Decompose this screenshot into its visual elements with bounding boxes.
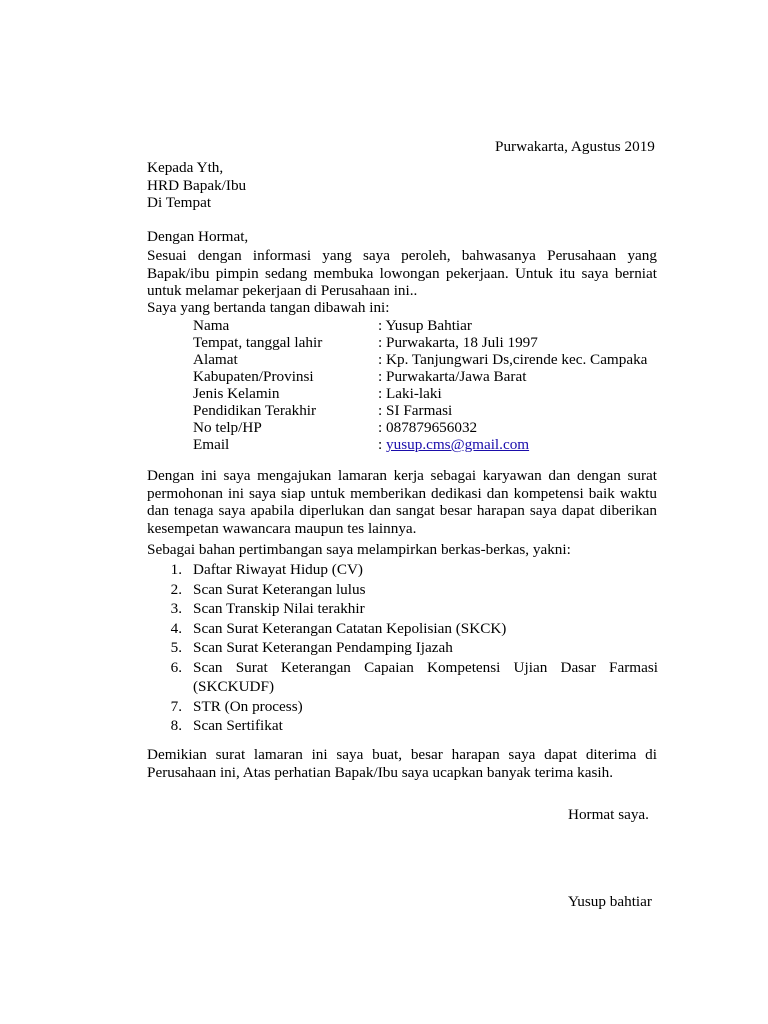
place-date: Purwakarta, Agustus 2019 [495,138,655,155]
recipient-line-2: HRD Bapak/Ibu [147,176,247,194]
info-value: : Kp. Tanjungwari Ds,cirende kec. Campaka [378,351,648,368]
intro-line: Bapak/ibu pimpin sedang membuka lowongan pekerjaan. Untuk itu saya berniat [147,264,657,282]
info-label: No telp/HP [193,419,262,436]
info-label: Pendidikan Terakhir [193,402,317,419]
intro-line: Sesuai dengan informasi yang saya peroleh, bahwasanya Perusahaan yang [147,247,657,264]
email-link[interactable]: yusup.cms@gmail.com [386,436,530,453]
list-text: (SKCKUDF) [193,678,275,695]
body-line: Dengan ini saya mengajukan lamaran kerja sebagai karyawan dan dengan surat [147,467,657,484]
list-number: 1. [170,561,182,578]
body-line: dan tenaga saya apabila diperlukan dan sangat besar harapan saya dapat diberikan [147,502,657,519]
info-value: : Purwakarta/Jawa Barat [378,368,527,385]
closing-line: Demikian surat lamaran ini saya buat, besar harapan saya dapat diterima di [147,746,657,763]
body-line: kesempetan wawancara maupun tes lainnya. [147,519,417,537]
list-number: 8. [170,717,182,734]
email-prefix: : [378,436,387,453]
list-number: 5. [170,639,182,656]
list-text: Scan Transkip Nilai terakhir [193,600,365,617]
info-value: : Laki-laki [378,385,442,402]
attachments-intro: Sebagai bahan pertimbangan saya melampirkan berkas-berkas, yakni: [147,541,571,558]
info-label: Kabupaten/Provinsi [193,368,314,385]
info-label: Email [193,436,230,453]
signature-name: Yusup bahtiar [568,893,652,910]
undersigned-line: Saya yang bertanda tangan dibawah ini: [147,299,390,316]
info-value: : Purwakarta, 18 Juli 1997 [378,334,538,351]
body-paragraph [147,467,657,537]
closing-paragraph [147,746,657,781]
list-text: Scan Surat Keterangan Capaian Kompetensi Ujian Dasar Farmasi [193,659,658,676]
list-text: STR (On process) [193,698,303,715]
info-label: Alamat [193,351,238,368]
intro-line: untuk melamar pekerjaan di Perusahaan ini.. [147,282,418,299]
list-number: 2. [170,581,182,598]
list-number: 7. [170,698,182,715]
list-text: Daftar Riwayat Hidup (CV) [193,561,363,578]
info-value: : 087879656032 [378,419,478,436]
greeting: Dengan Hormat, [147,228,249,245]
list-text: Scan Surat Keterangan Catatan Kepolisian (SKCK) [193,620,507,637]
info-label: Jenis Kelamin [193,385,280,402]
info-value: : SI Farmasi [378,402,453,419]
intro-paragraph [147,247,657,300]
body-line: permohonan ini saya siap untuk memberikan dedikasi dan kompetensi baik waktu [147,484,657,502]
info-label: Tempat, tanggal lahir [193,334,323,351]
closing-line: Perusahaan ini, Atas perhatian Bapak/Ibu saya ucapkan banyak terima kasih. [147,763,614,781]
info-label: Nama [193,317,230,334]
list-number: 4. [170,620,182,637]
recipient-line-3: Di Tempat [147,194,212,211]
info-value: : Yusup Bahtiar [378,317,472,334]
list-text: Scan Surat Keterangan lulus [193,581,366,598]
info-value-email [378,436,529,454]
list-text: Scan Sertifikat [193,717,283,734]
list-number: 6. [170,659,182,676]
recipient-line-1: Kepada Yth, [147,159,224,176]
sign-off: Hormat saya. [568,806,649,823]
list-number: 3. [170,600,182,617]
list-text: Scan Surat Keterangan Pendamping Ijazah [193,639,453,656]
